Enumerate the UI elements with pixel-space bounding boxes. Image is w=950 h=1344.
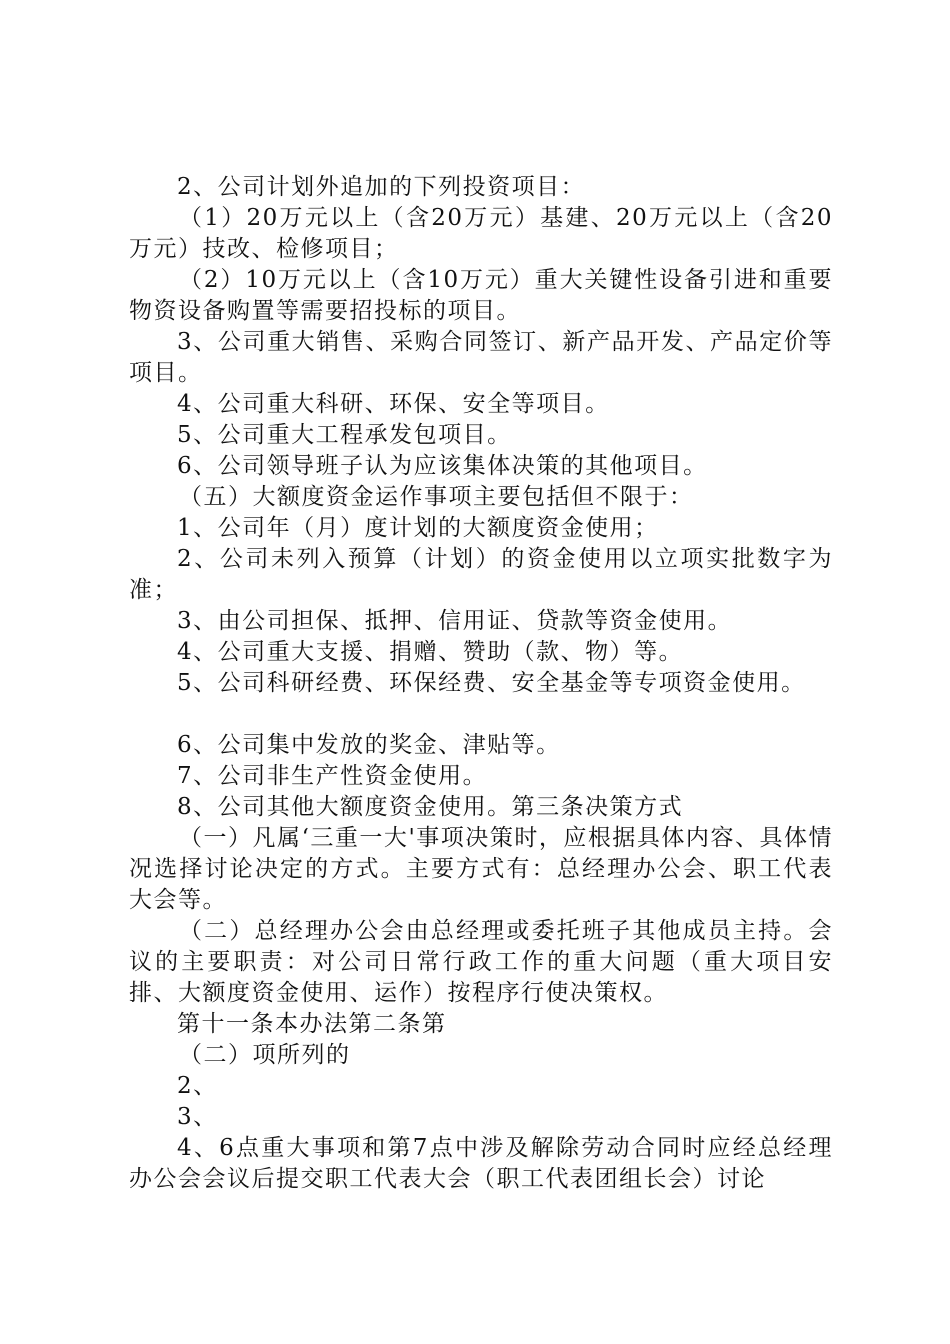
paragraph-11: 4、公司重大支援、捐赠、赞助（款、物）等。: [177, 639, 684, 665]
paragraph-15: 8、公司其他大额度资金使用。第三条决策方式: [177, 794, 684, 820]
paragraph-6: 6、公司领导班子认为应该集体决策的其他项目。: [177, 453, 708, 479]
paragraph-1: （1）20万元以上（含20万元）基建、20万元以上（含20万元）技改、检修项目；: [129, 205, 833, 262]
paragraph-12: 5、公司科研经费、环保经费、安全基金等专项资金使用。: [177, 670, 806, 696]
paragraph-10: 3、由公司担保、抵押、信用证、贷款等资金使用。: [177, 608, 733, 634]
paragraph-9: 2、公司未列入预算（计划）的资金使用以立项实批数字为准；: [129, 546, 833, 603]
paragraph-18: 第十一条本办法第二条第: [177, 1011, 447, 1037]
document-body: [129, 172, 833, 1195]
paragraph-14: 7、公司非生产性资金使用。: [177, 763, 488, 789]
paragraph-19: （二）项所列的: [179, 1042, 351, 1068]
paragraph-17: （二）总经理办公会由总经理或委托班子其他成员主持。会议的主要职责：对公司日常行政工作的重大问题（重大项目安排、大额度资金使用、运作）按程序行使决策权。: [129, 918, 833, 1006]
paragraph-21: 3、: [177, 1104, 218, 1130]
paragraph-22: 4、6点重大事项和第7点中涉及解除劳动合同时应经总经理办公会会议后提交职工代表大会（职工代表团组长会）讨论: [129, 1135, 833, 1192]
paragraph-2: （2）10万元以上（含10万元）重大关键性设备引进和重要物资设备购置等需要招投标的项目。: [129, 267, 833, 324]
paragraph-5: 5、公司重大工程承发包项目。: [177, 422, 512, 448]
paragraph-16: （一）凡属‘三重一大'事项决策时，应根据具体内容、具体情况选择讨论决定的方式。主要方式有：总经理办公会、职工代表大会等。: [129, 825, 833, 913]
paragraph-13: 6、公司集中发放的奖金、津贴等。: [177, 732, 561, 758]
paragraph-8: 1、公司年（月）度计划的大额度资金使用；: [177, 515, 659, 541]
paragraph-7: （五）大额度资金运作事项主要包括但不限于：: [179, 484, 694, 510]
paragraph-3: 3、公司重大销售、采购合同签订、新产品开发、产品定价等项目。: [129, 329, 833, 386]
paragraph-4: 4、公司重大科研、环保、安全等项目。: [177, 391, 610, 417]
paragraph-20: 2、: [177, 1073, 218, 1099]
paragraph-0: 2、公司计划外追加的下列投资项目：: [177, 174, 586, 200]
